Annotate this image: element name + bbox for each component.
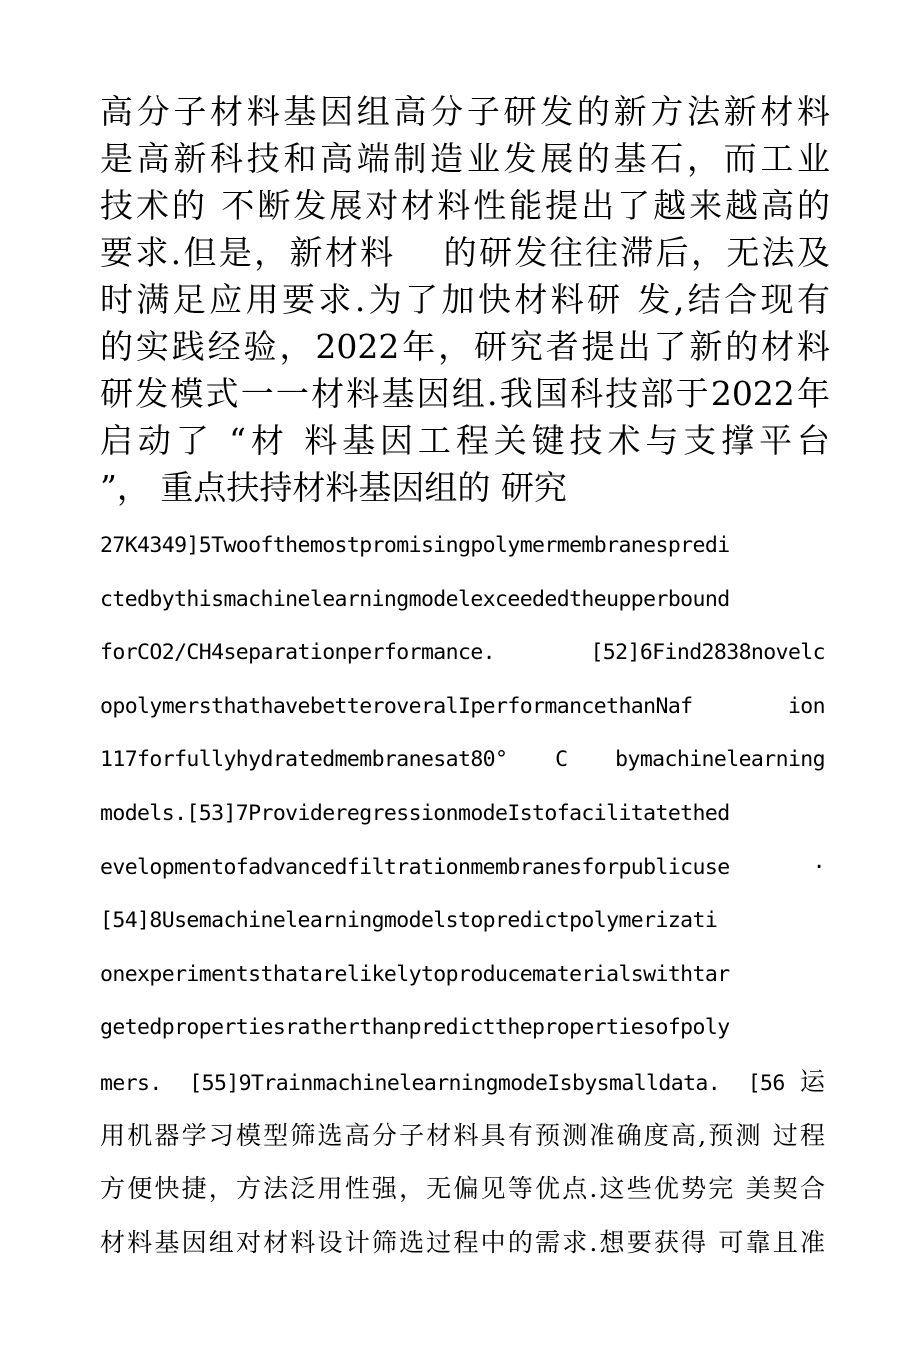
- text-line: [100, 1055, 825, 1109]
- text-segment: mers. [55]9TrainmachinelearningmodeIsbysmalldata. [56: [100, 1070, 785, 1096]
- text-line: evelopmentofadvancedfiltrationmembranesforpublicuse ·: [100, 854, 825, 880]
- text-line: onexperimentsthatarelikelytoproducematerialswithtar: [100, 961, 730, 987]
- text-line: 117forfullyhydratedmembranesat80° C bymachinelearning: [100, 747, 825, 773]
- text-line: [54]8Usemachinelearningmodelstopredictpolymerizati: [100, 908, 718, 934]
- body-paragraph: [100, 519, 825, 1269]
- heading-paragraph: [100, 88, 830, 511]
- text-line: 材料基因组对材料设计筛选过程中的需求.想要获得 可靠且准: [100, 1227, 825, 1257]
- text-line: models.[53]7ProvideregressionmodeIstofacilitatethed: [100, 800, 730, 826]
- text-line: 时满足应用要求.为了加快材料研 发,结合现有: [100, 280, 830, 319]
- text-line: 要求.但是，新材料 的研发往往滞后，无法及: [100, 233, 830, 272]
- text-line: ctedbythismachinelearningmodelexceededtheupperbound: [100, 586, 730, 612]
- text-segment: 运: [784, 1066, 825, 1096]
- text-line: 是高新科技和高端制造业发展的基石，而工业: [100, 139, 830, 178]
- text-line: 启动了 “材 料基因工程关键技术与支撑平台: [100, 421, 830, 460]
- text-line: ”， 重点扶持材料基因组的 研究: [100, 468, 567, 507]
- text-line: getedpropertiesratherthanpredictthepropertiesofpoly: [100, 1015, 730, 1041]
- text-line: 用机器学习模型筛选高分子材料具有预测准确度高,预测 过程: [100, 1120, 825, 1150]
- text-line: 技术的 不断发展对材料性能提出了越来越高的: [100, 186, 830, 225]
- text-line: forCO2/CH4separationperformance. [52]6Find2838novelc: [100, 640, 825, 666]
- text-line: opolymersthathavebetteroveralIperformancethanNaf ion: [100, 693, 825, 719]
- text-line: 方便快捷，方法泛用性强，无偏见等优点.这些优势完 美契合: [100, 1174, 825, 1204]
- text-line: 高分子材料基因组高分子研发的新方法新材料: [100, 92, 830, 131]
- text-line: 研发模式一一材料基因组.我国科技部于2022年: [100, 374, 830, 413]
- text-line: 的实践经验，2022年，研究者提出了新的材料: [100, 327, 830, 366]
- text-line: 27K4349]5Twoofthemostpromisingpolymermembranespredi: [100, 533, 730, 558]
